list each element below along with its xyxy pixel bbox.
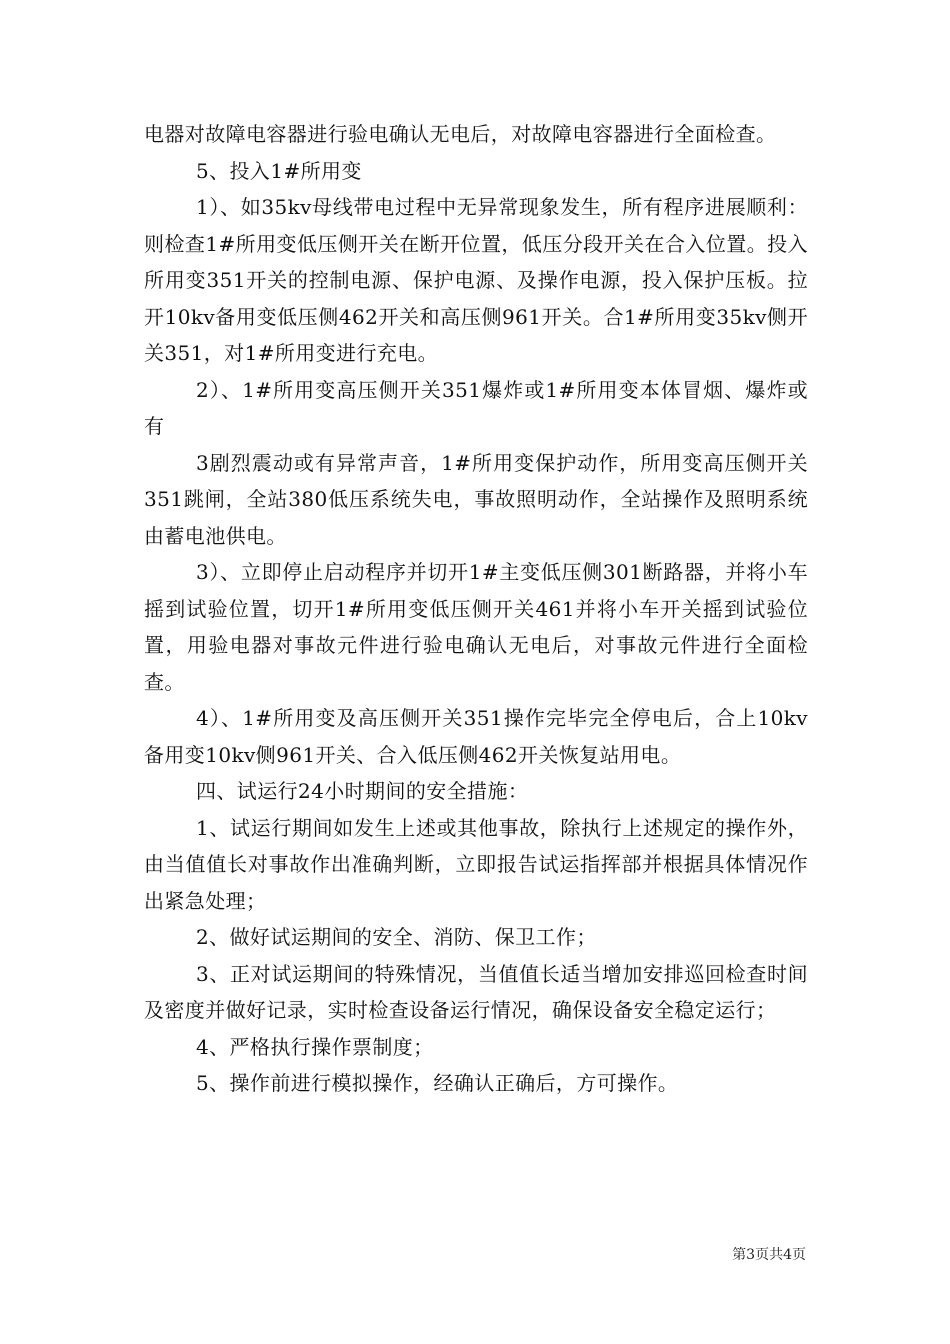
paragraph-item-3: 3）、立即停止启动程序并切开1#主变低压侧301断路器，并将小车摇到试验位置，切开1#所用变低压侧开关461并将小车开关摇到试验位置，用验电器对事故元件进行验电确认无电后，对事故元件进行全面检查。 [144, 560, 808, 694]
paragraph-item-2-continued: 3剧烈震动或有异常声音，1#所用变保护动作，所用变高压侧开关351跳闸，全站380低压系统失电，事故照明动作，全站操作及照明系统由蓄电池供电。 [144, 450, 808, 548]
paragraph-safety-2: 2、做好试运期间的安全、消防、保卫工作； [196, 925, 597, 949]
paragraph-heading-5: 5、投入1#所用变 [196, 158, 362, 183]
paragraph-item-1: 1）、如35kv母线带电过程中无异常现象发生，所有程序进展顺利：则检查1#所用变低压侧开关在断开位置，低压分段开关在合入位置。投入所用变351开关的控制电源、保护电源、及操作电源，投入保护压板。拉开10kv备用变低压侧462开关和高压侧961开关。合1#所用变35kv侧开关351，对1#所用变进行充电。 [144, 195, 808, 365]
page-number: 第3页共4页 [732, 1247, 806, 1263]
paragraph-safety-1: 1、试运行期间如发生上述或其他事故，除执行上述规定的操作外，由当值值长对事故作出准确判断，立即报告试运指挥部并根据具体情况作出紧急处理； [144, 815, 808, 913]
paragraph-safety-3: 3、正对试运期间的特殊情况，当值值长适当增加安排巡回检查时间及密度并做好记录，实时检查设备运行情况，确保设备安全稳定运行； [144, 961, 808, 1022]
paragraph-safety-5: 5、操作前进行模拟操作，经确认正确后，方可操作。 [196, 1071, 679, 1095]
document-body [144, 116, 808, 1102]
paragraph-item-4: 4）、1#所用变及高压侧开关351操作完毕完全停电后，合上10kv备用变10kv侧961开关、合入低压侧462开关恢复站用电。 [144, 706, 808, 767]
paragraph-safety-4: 4、严格执行操作票制度； [196, 1034, 434, 1059]
section-heading-safety: 四、试运行24小时期间的安全措施： [196, 779, 529, 803]
paragraph-continuation: 电器对故障电容器进行验电确认无电后，对故障电容器进行全面检查。 [144, 122, 777, 146]
paragraph-item-2: 2）、1#所用变高压侧开关351爆炸或1#所用变本体冒烟、爆炸或有 [144, 377, 808, 438]
